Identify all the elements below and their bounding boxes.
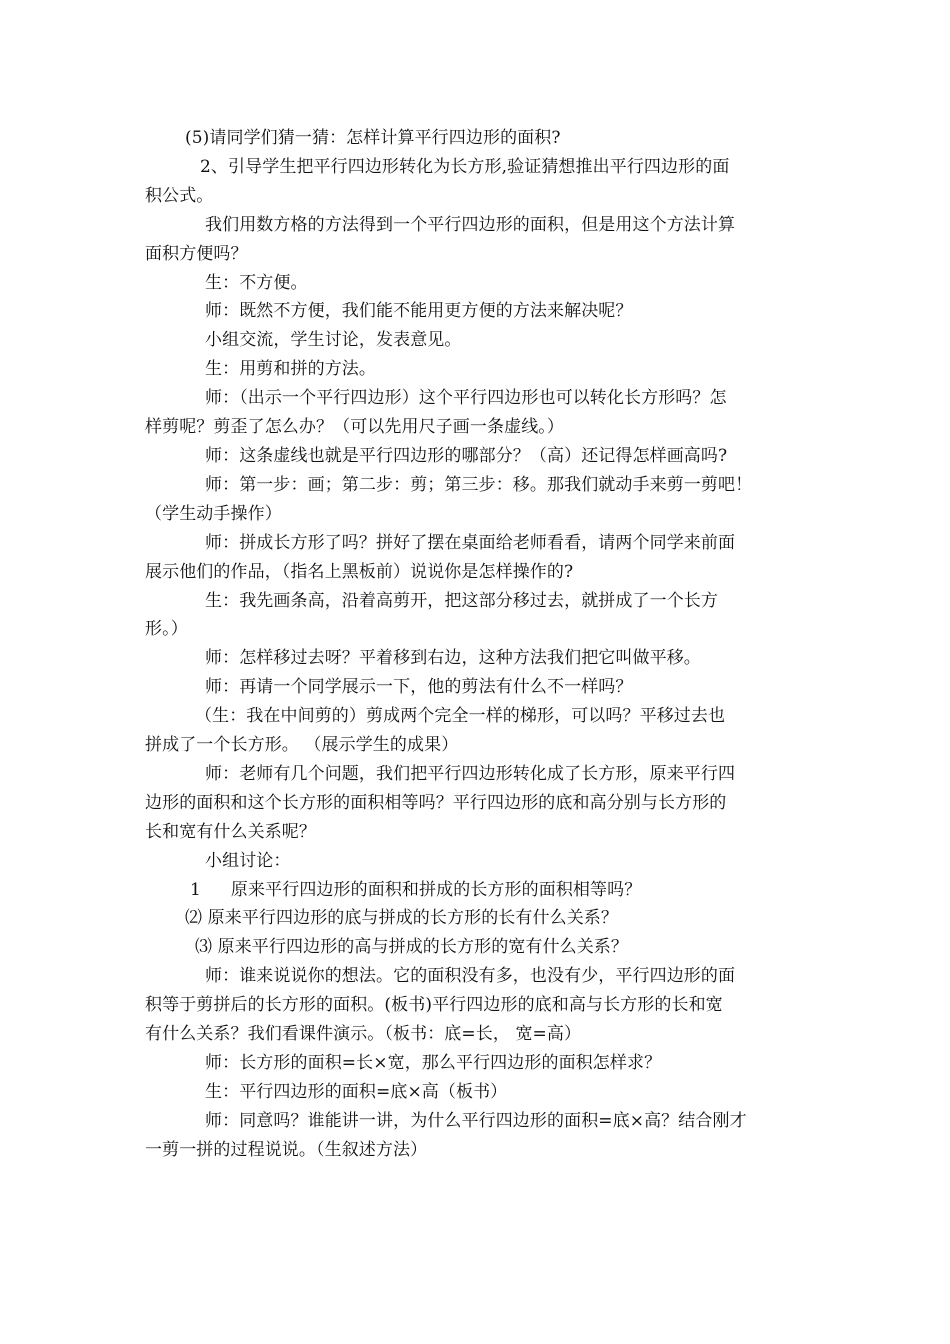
text-line: (5)请同学们猜一猜：怎样计算平行四边形的面积? [185,128,561,148]
text-line: 2、引导学生把平行四边形转化为长方形,验证猜想推出平行四边形的面 [200,156,730,177]
text-line: 形。） [145,619,188,640]
list-item [145,876,815,905]
text-line: 积等于剪拼后的长方形的面积。(板书)平行四边形的底和高与长方形的长和宽 [145,995,723,1016]
text-line: （生：我在中间剪的）剪成两个完全一样的梯形，可以吗？平移过去也 [195,706,726,727]
text-line: 师：拼成长方形了吗？拼好了摆在桌面给老师看看，请两个同学来前面 [205,532,736,553]
text-line: 边形的面积和这个长方形的面积相等吗？平行四边形的底和高分别与长方形的 [145,792,727,813]
list-item-number: 1 [190,879,201,900]
text-line: 拼成了一个长方形。 （展示学生的成果） [145,735,459,756]
text-line: 一剪一拼的过程说说。（生叙述方法） [145,1139,428,1160]
text-line: 师：这条虚线也就是平行四边形的哪部分？（高）还记得怎样画高吗? [205,445,728,466]
text-line: 师：第一步：画；第二步：剪；第三步：移。那我们就动手来剪一剪吧！ [205,474,753,495]
text-line: 样剪呢？剪歪了怎么办？（可以先用尺子画一条虚线。） [145,417,564,438]
text-line: 生：用剪和拼的方法。 [205,359,376,380]
text-line: 长和宽有什么关系呢？ [145,821,316,842]
list-item: ⑵ 原来平行四边形的底与拼成的长方形的长有什么关系？ [185,908,619,929]
text-line: 生：平行四边形的面积=底×高（板书） [205,1081,508,1102]
text-line: 我们用数方格的方法得到一个平行四边形的面积，但是用这个方法计算 [205,214,736,235]
text-line: 师：怎样移过去呀？平着移到右边，这种方法我们把它叫做平移。 [205,648,701,669]
text-line: 师：再请一个同学展示一下，他的剪法有什么不一样吗？ [205,677,633,698]
text-line: 师：老师有几个问题，我们把平行四边形转化成了长方形，原来平行四 [205,763,736,784]
text-line: 师：既然不方便，我们能不能用更方便的方法来解决呢？ [205,301,633,322]
document-body [145,124,815,1165]
text-line: 小组讨论： [205,850,291,871]
text-line: 师：（出示一个平行四边形）这个平行四边形也可以转化长方形吗？怎 [205,388,727,409]
text-line: 有什么关系？我们看课件演示。（板书：底=长， 宽=高） [145,1024,582,1045]
text-line: 生：我先画条高，沿着高剪开，把这部分移过去，就拼成了一个长方 [205,590,718,611]
text-line: 师：同意吗？谁能讲一讲，为什么平行四边形的面积=底×高？结合刚才 [205,1110,747,1131]
list-item: ⑶ 原来平行四边形的高与拼成的长方形的宽有什么关系？ [195,937,629,958]
text-line: （学生动手操作） [145,503,282,524]
text-line: 小组交流，学生讨论，发表意见。 [205,330,462,351]
text-line: 师：谁来说说你的想法。它的面积没有多，也没有少，平行四边形的面 [205,966,736,987]
text-line: 生：不方便。 [205,272,308,293]
text-line: 积公式。 [145,185,214,206]
text-line: 师：长方形的面积=长×宽，那么平行四边形的面积怎样求？ [205,1053,662,1073]
list-item-text: 原来平行四边形的面积和拼成的长方形的面积相等吗？ [230,879,642,900]
text-line: 展示他们的作品，（指名上黑板前）说说你是怎样操作的? [145,561,574,582]
text-line: 面积方便吗？ [145,243,248,264]
